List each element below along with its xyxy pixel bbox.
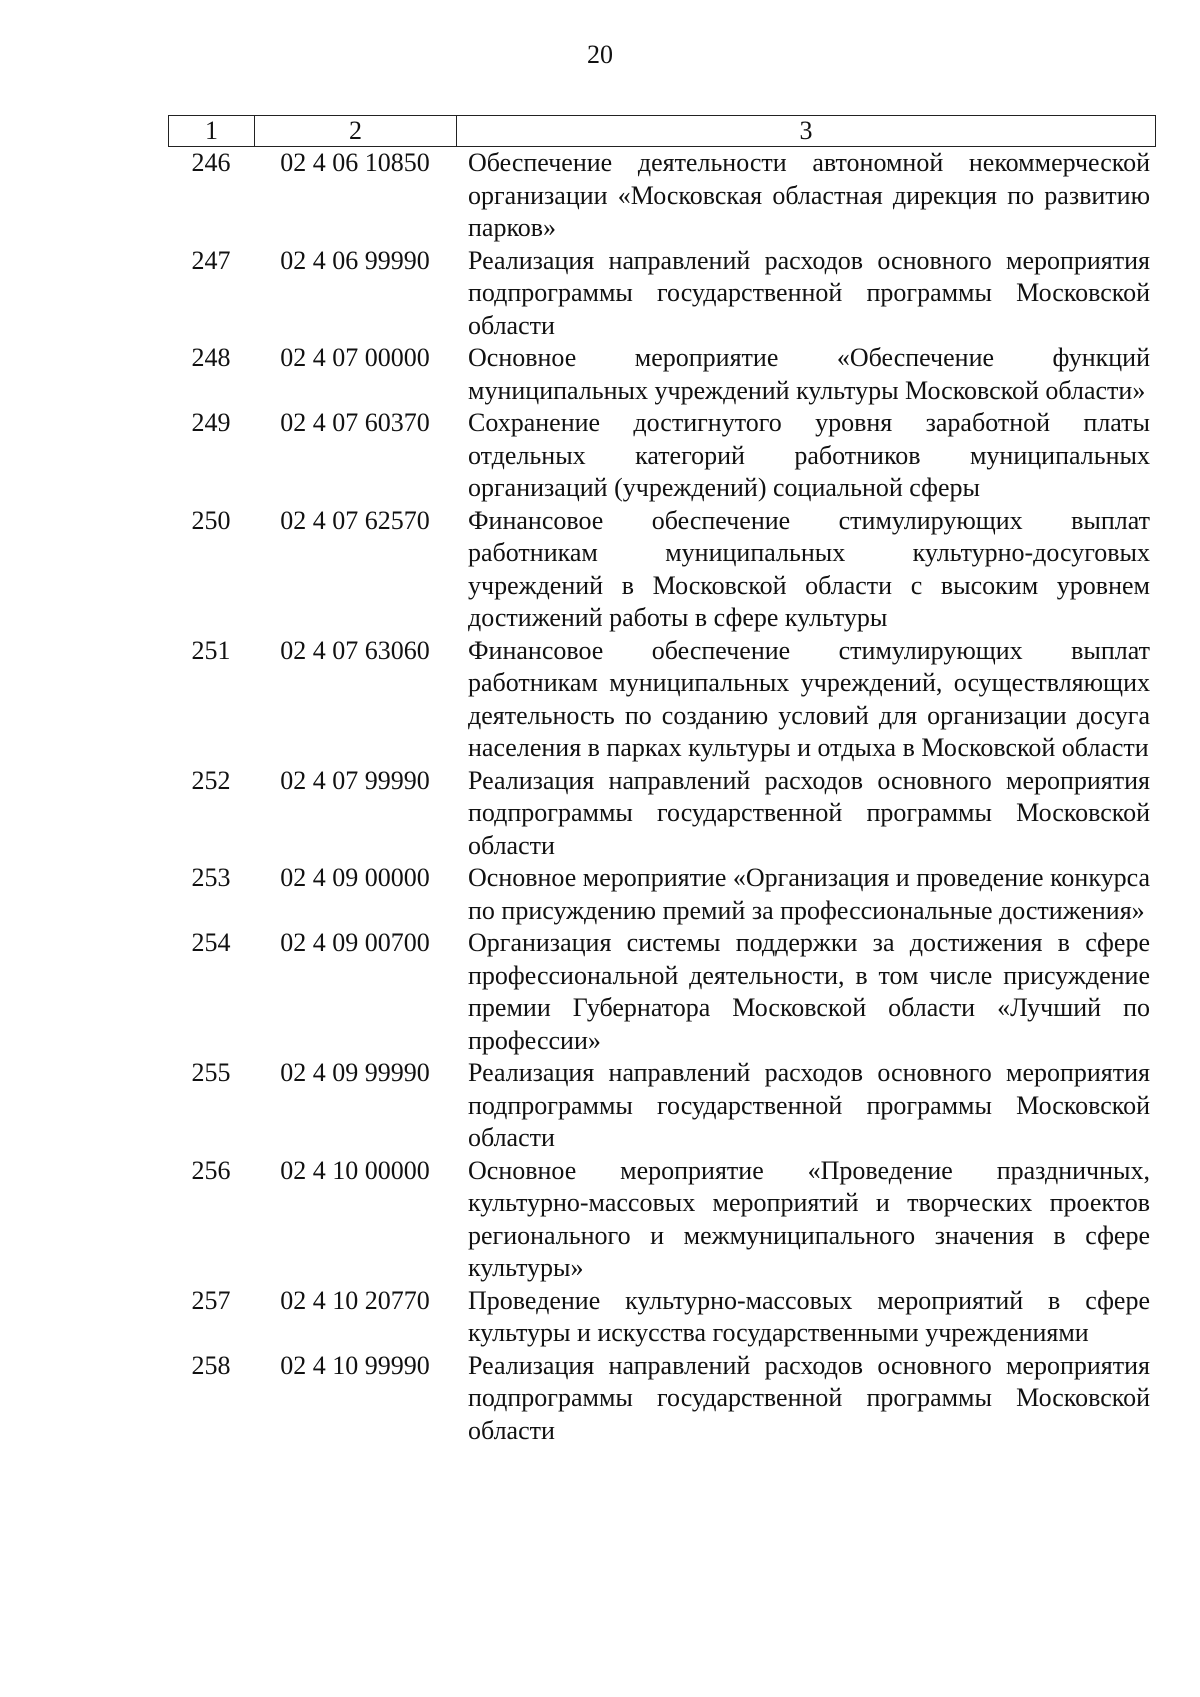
target-article-code: 02 4 07 62570 (280, 505, 430, 535)
row-number: 254 (191, 928, 231, 957)
target-article-code: 02 4 09 00700 (280, 928, 430, 957)
target-article-code: 02 4 10 20770 (280, 1285, 430, 1315)
article-description: Реализация направлений расходов основного мероприятия подпрограммы государственной программы Московской области (468, 1058, 1150, 1152)
article-description: Основное мероприятие «Организация и проведение конкурса по присуждению премий за профессиональные достижения» (468, 863, 1150, 925)
row-number: 258 (191, 1350, 231, 1380)
row-number: 253 (191, 863, 231, 892)
row-number: 248 (191, 343, 231, 372)
budget-classification-table (168, 115, 1156, 1447)
column-header-1: 1 (169, 116, 255, 146)
table-row (168, 245, 1156, 343)
table-row (168, 147, 1156, 245)
table-row (168, 342, 1156, 407)
target-article-code: 02 4 07 60370 (280, 408, 430, 437)
article-description: Реализация направлений расходов основного мероприятия подпрограммы государственной программы Московской области (468, 765, 1150, 860)
row-number: 252 (191, 765, 231, 795)
row-number: 247 (191, 245, 231, 275)
article-description: Проведение культурно-массовых мероприятий в сфере культуры и искусства государственными учреждениями (468, 1285, 1150, 1347)
target-article-code: 02 4 07 99990 (280, 765, 430, 795)
article-description: Организация системы поддержки за достижения в сфере профессиональной деятельности, в том числе присуждение премии Губернатора Московской области «Лучший по профессии» (468, 928, 1150, 1055)
target-article-code: 02 4 07 00000 (280, 343, 430, 372)
table-header-row (168, 115, 1156, 147)
row-number: 255 (191, 1058, 231, 1087)
table-row (168, 1057, 1156, 1155)
target-article-code: 02 4 06 10850 (280, 148, 430, 177)
table-row (168, 1155, 1156, 1285)
row-number: 246 (191, 148, 231, 177)
article-description: Основное мероприятие «Проведение праздничных, культурно-массовых мероприятий и творческих проектов регионального и межмуниципального значения в сфере культуры» (468, 1155, 1150, 1282)
target-article-code: 02 4 09 00000 (280, 863, 430, 892)
row-number: 251 (191, 635, 231, 665)
row-number: 249 (191, 408, 231, 437)
article-description: Реализация направлений расходов основного мероприятия подпрограммы государственной программы Московской области (468, 245, 1150, 340)
table-row (168, 1285, 1156, 1350)
article-description: Реализация направлений расходов основного мероприятия подпрограммы государственной программы Московской области (468, 1350, 1150, 1445)
table-row (168, 862, 1156, 927)
page-number: 20 (587, 40, 613, 69)
column-header-3: 3 (799, 116, 813, 145)
article-description: Сохранение достигнутого уровня заработной платы отдельных категорий работников муниципальных организаций (учреждений) социальной сферы (468, 408, 1150, 502)
row-number: 257 (191, 1285, 231, 1315)
row-number: 250 (191, 505, 231, 535)
article-description: Финансовое обеспечение стимулирующих выплат работникам муниципальных учреждений, осуществляющих деятельность по созданию условий для организации досуга населения в парках культуры и отдыха в Московской области (468, 635, 1150, 762)
target-article-code: 02 4 06 99990 (280, 245, 430, 275)
table-row (168, 765, 1156, 863)
column-header-2: 2 (255, 116, 457, 146)
table-row (168, 1350, 1156, 1448)
table-row (168, 635, 1156, 765)
table-row (168, 505, 1156, 635)
target-article-code: 02 4 10 99990 (280, 1350, 430, 1380)
table-row (168, 927, 1156, 1057)
table-row (168, 407, 1156, 505)
article-description: Основное мероприятие «Обеспечение функций муниципальных учреждений культуры Московской области» (468, 343, 1150, 405)
target-article-code: 02 4 07 63060 (280, 635, 430, 665)
article-description: Обеспечение деятельности автономной некоммерческой организации «Московская областная дирекция по развитию парков» (468, 148, 1150, 242)
row-number: 256 (191, 1155, 231, 1185)
target-article-code: 02 4 09 99990 (280, 1058, 430, 1087)
target-article-code: 02 4 10 00000 (280, 1155, 430, 1185)
article-description: Финансовое обеспечение стимулирующих выплат работникам муниципальных культурно-досуговых учреждений в Московской области с высоким уровнем достижений работы в сфере культуры (468, 505, 1150, 632)
table-body (168, 147, 1156, 1447)
